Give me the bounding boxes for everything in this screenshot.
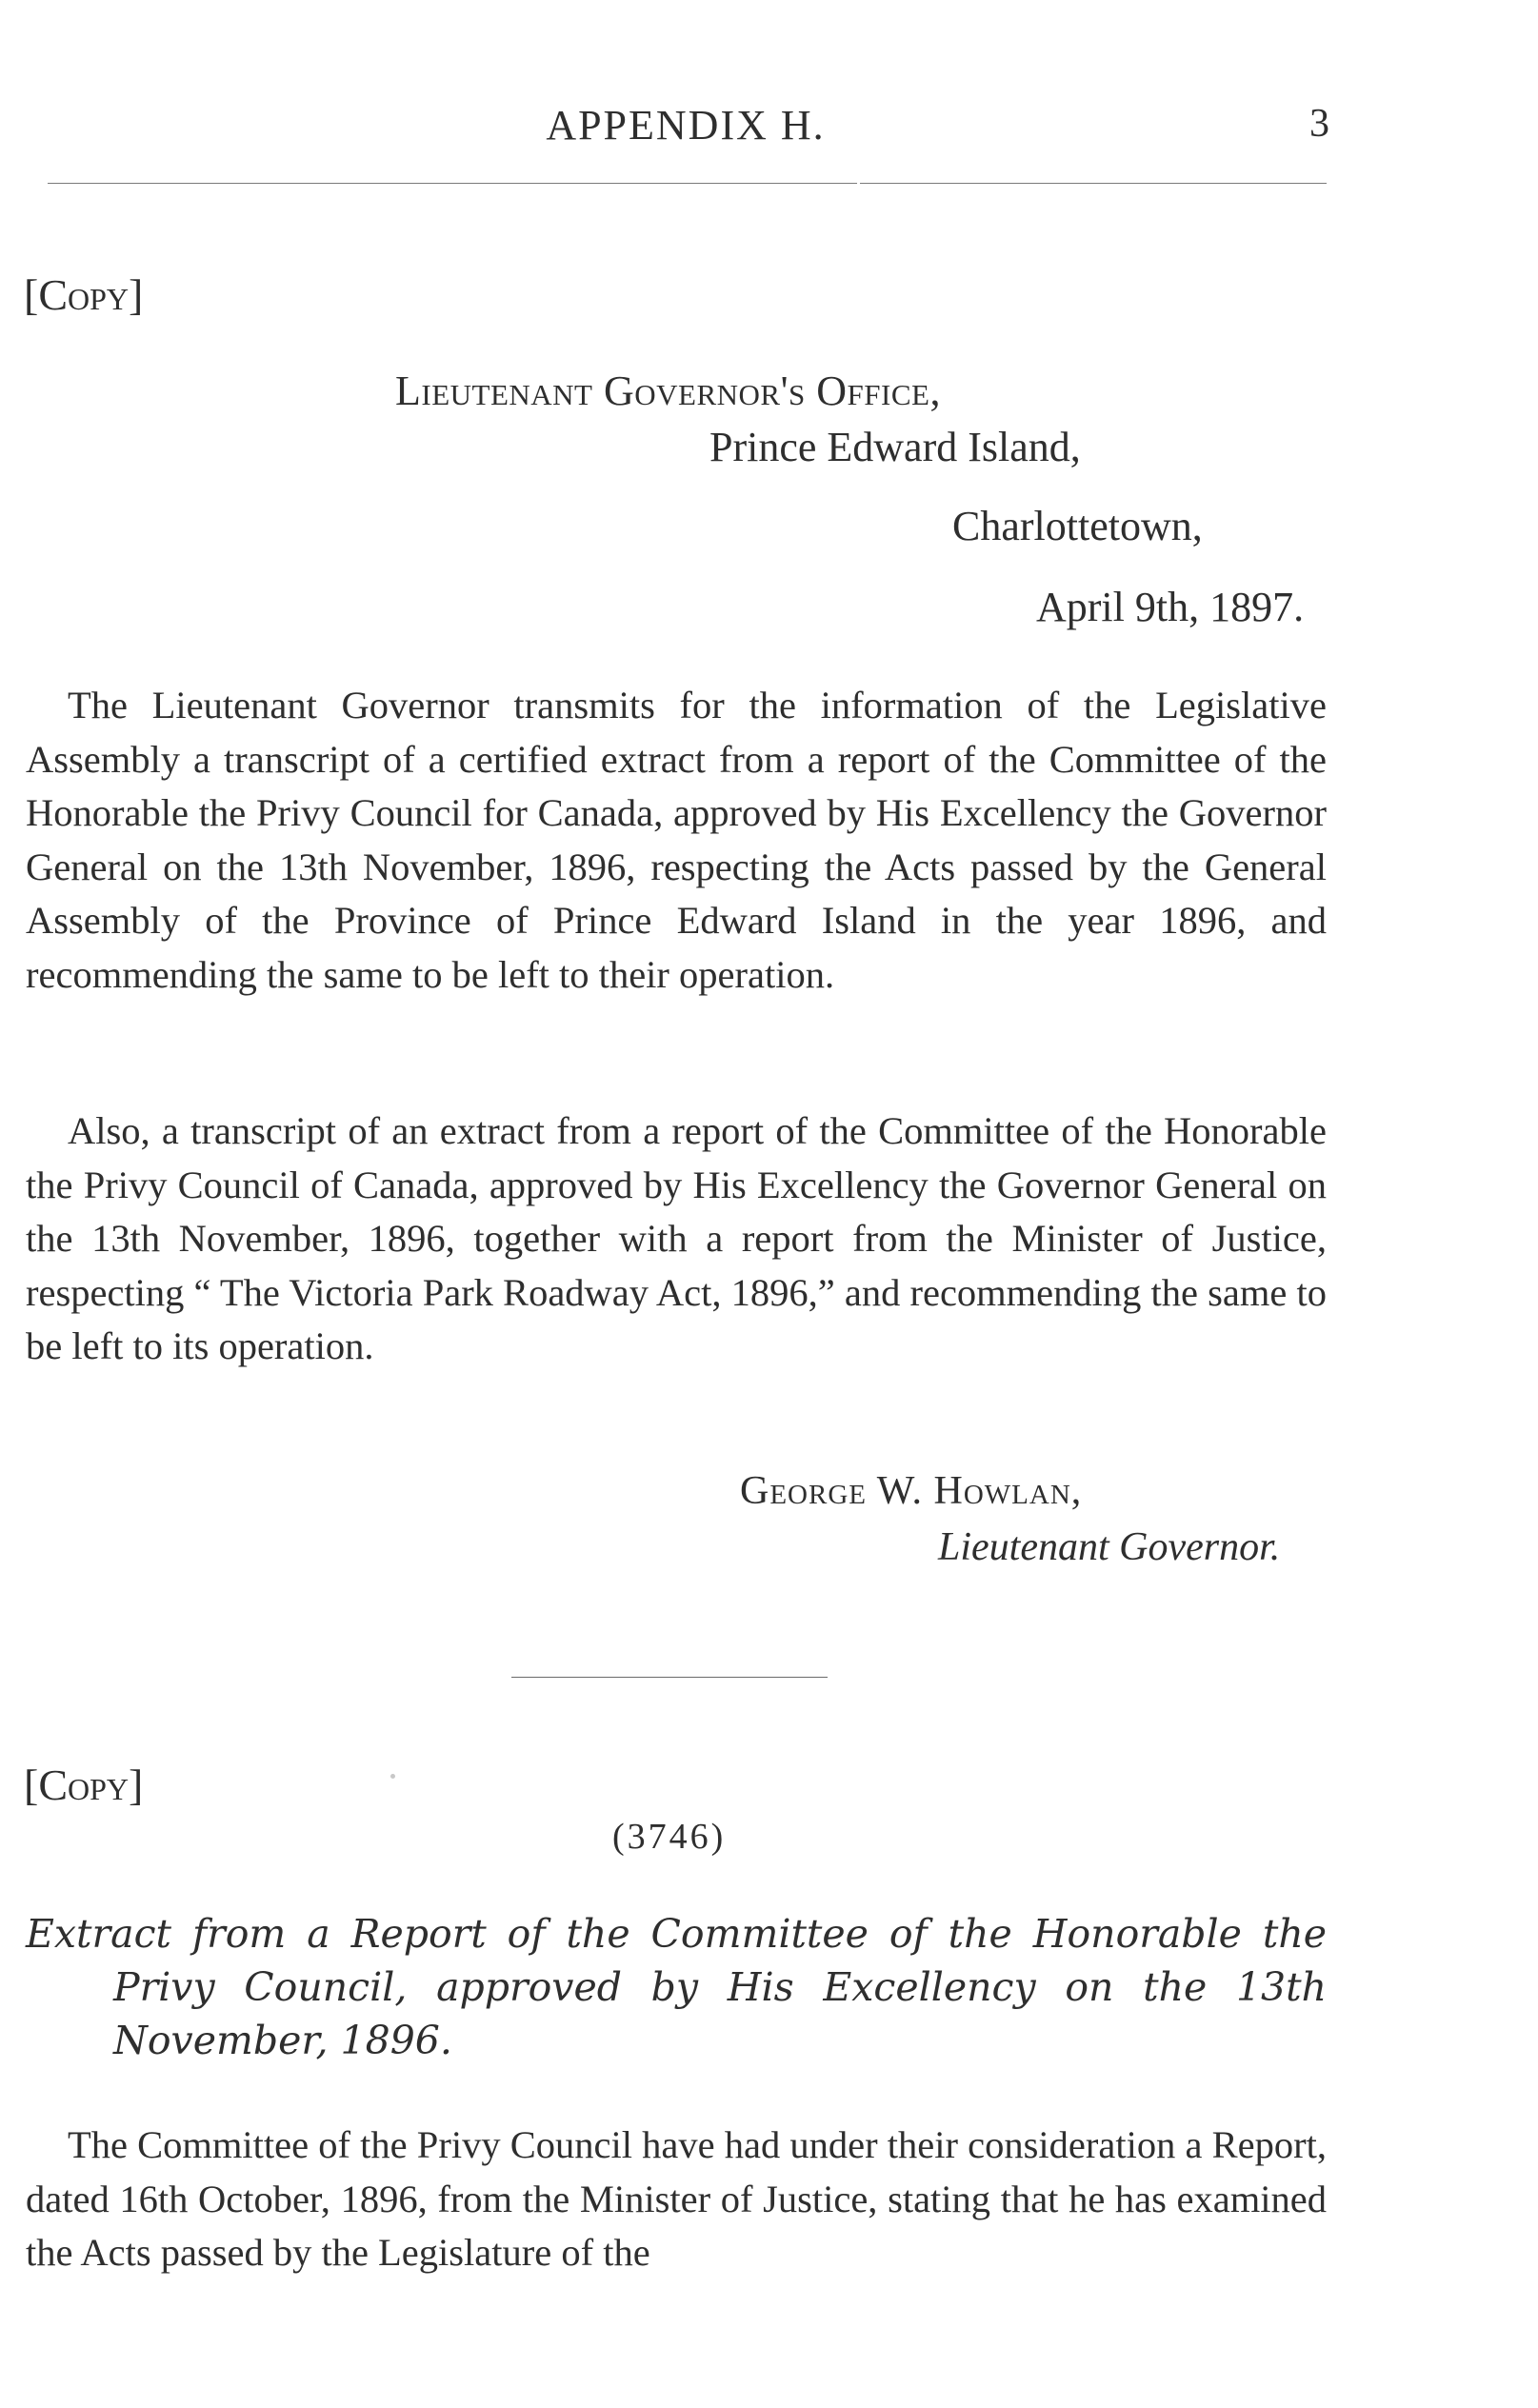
signature-name: George W. Howlan, <box>740 1469 1083 1513</box>
copy-bracket-close: ] <box>129 1761 144 1809</box>
page-header-title: APPENDIX H. <box>546 102 826 149</box>
document-number: (3746) <box>612 1817 727 1857</box>
copy-mark <box>24 269 143 320</box>
extract-title: Extract from a Report of the Committee of the Honorable the Privy Council, approved by His Excellency on the 13th November, 1896. <box>26 1911 1327 2063</box>
letter-date: April 9th, 1897. <box>1036 584 1305 630</box>
location-line-island: Prince Edward Island, <box>709 424 1081 470</box>
location-line-city: Charlottetown, <box>952 503 1203 549</box>
header-rule-right <box>860 183 1327 184</box>
copy-word: Copy <box>38 1761 130 1809</box>
copy-bracket-close: ] <box>129 270 144 319</box>
office-title: Lieutenant Governor's Office, <box>395 368 941 414</box>
extract-paragraph-1: The Committee of the Privy Council have had under their consideration a Report, dated 16th October, 1896, from the Minister of Justice, stating that he has examined the Acts passed by the Legislature of the <box>26 2123 1327 2274</box>
letter-paragraph-1: The Lieutenant Governor transmits for the information of the Legislative Assembly a transcript of a certified extract from a report of the Committee of the Honorable the Privy Council for Canada, approved by His Excellency the Governor General on the 13th November, 1896, respecting the Acts passed by the General Assembly of the Province of Prince Edward Island in the year 1896, and recommending the same to be left to their operation. <box>26 684 1327 996</box>
section-divider <box>511 1677 828 1678</box>
copy-bracket-open: [ <box>24 270 39 319</box>
copy-word: Copy <box>38 270 130 319</box>
header-rule-left <box>48 183 857 184</box>
paper-speck <box>390 1774 395 1779</box>
page-number: 3 <box>1309 102 1329 146</box>
letter-paragraph-2: Also, a transcript of an extract from a report of the Committee of the Honorable the Privy Council of Canada, approved by His Excellency the Governor General on the 13th November, 1896, together with a report from the Minister of Justice, respecting “ The Victoria Park Roadway Act, 1896,” and recommending the same to be left to its operation. <box>26 1109 1327 1367</box>
signature-title: Lieutenant Governor. <box>938 1525 1281 1569</box>
copy-bracket-open: [ <box>24 1761 39 1809</box>
copy-mark-second <box>24 1760 143 1810</box>
